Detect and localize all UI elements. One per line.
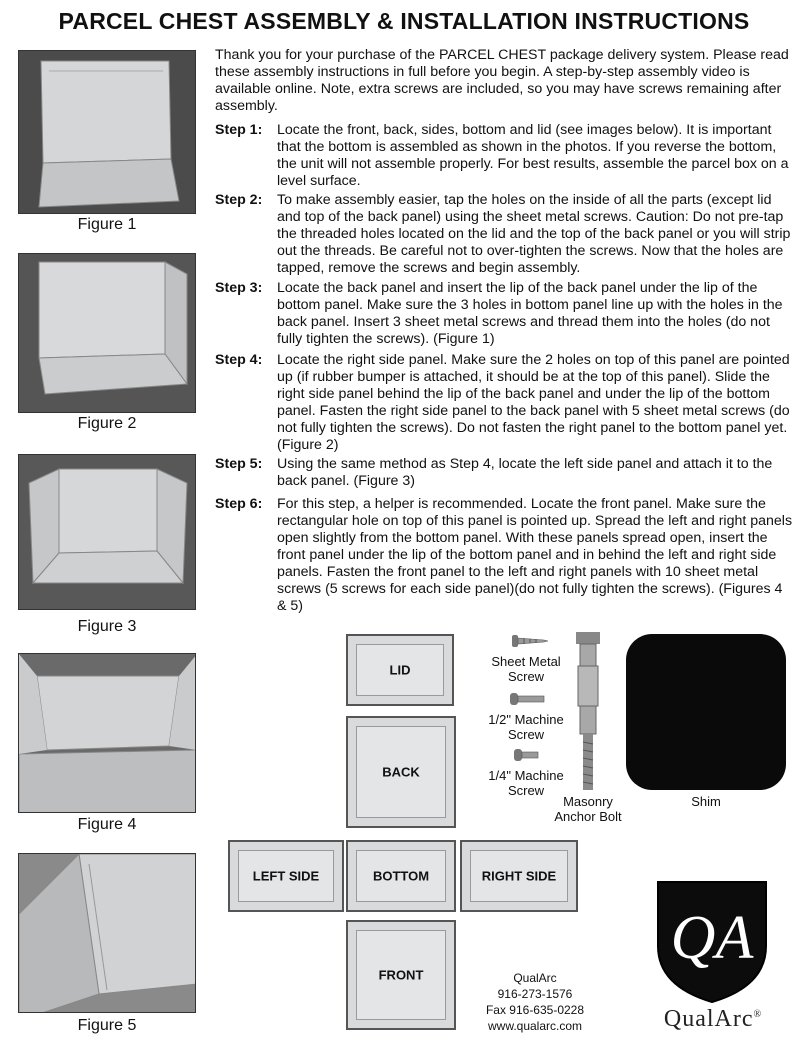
step-text: To make assembly easier, tap the holes on the inside of all the parts (except lid and top of the back panel) using the sheet metal screws. Caution: Do not pre-tap the threaded holes located on the lid and the top of the back panel or you will strip out the threads. Be careful not to over-tighten the screws. Now that the holes are tapped, remove the screws and begin assembly. [277, 192, 791, 276]
step-text: Locate the right side panel. Make sure the 2 holes on top of this panel are pointed up (if rubber bumper is attached, it should be at the top of this panel). Slide the right side panel behind the lip of the back panel and under the lip of the bottom panel. Fasten the right side panel to the back panel with 5 sheet metal screws (do not fully tighten the screws). Do not fasten the right panel to the bottom panel yet. (Figure 2) [277, 352, 790, 453]
step-5 [215, 456, 793, 490]
figure-3-photo [18, 454, 196, 610]
step-label: Step 2: [215, 192, 263, 208]
half-inch-machine-screw-icon [508, 690, 548, 708]
back-label: BACK [382, 764, 420, 780]
fax-number: Fax 916-635-0228 [485, 1003, 585, 1017]
step-text: Locate the back panel and insert the lip of the back panel under the lip of the bottom panel. Make sure the 3 holes in bottom panel line up with the holes in the back panel. Insert 3 sheet metal screws and thread them into the holes (do not fully tighten the screws). (Figure 1) [277, 280, 783, 347]
figure-5-caption: Figure 5 [77, 1017, 137, 1034]
front-label: FRONT [378, 967, 424, 983]
logo-monogram: QA [670, 904, 754, 972]
shield-icon [652, 876, 772, 1006]
left-side-panel [228, 840, 344, 912]
page-title: PARCEL CHEST ASSEMBLY & INSTALLATION INSTRUCTIONS [58, 8, 750, 34]
front-panel [346, 920, 456, 1030]
qualarc-logo [628, 876, 798, 1036]
right-side-panel [460, 840, 578, 912]
masonry-anchor-bolt-label: Masonry Anchor Bolt [554, 794, 622, 824]
bottom-label: BOTTOM [372, 868, 430, 884]
website-link[interactable]: www.qualarc.com [487, 1019, 583, 1033]
step-text: Locate the front, back, sides, bottom and lid (see images below). It is important that the bottom is assembled as shown in the photos. If you reverse the bottom, the unit will not assemble properly. For best results, assemble the parcel box on a level surface. [277, 122, 789, 189]
logo-wordmark: QualArc [663, 1006, 754, 1032]
figure-3-caption: Figure 3 [77, 618, 137, 635]
figure-5-photo [18, 853, 196, 1013]
sheet-metal-screw-label: Sheet Metal Screw [491, 654, 561, 684]
step-3 [215, 280, 793, 348]
step-1 [215, 122, 793, 190]
registered-mark: ® [753, 1009, 763, 1020]
figure-2-photo [18, 253, 196, 413]
step-label: Step 5: [215, 456, 263, 472]
contact-info [470, 970, 600, 1034]
figure-4-photo [18, 653, 196, 813]
company-name: QualArc [513, 971, 557, 985]
step-label: Step 4: [215, 352, 263, 368]
step-6 [215, 496, 793, 615]
quarter-inch-machine-screw-icon [512, 746, 542, 764]
shim-icon [626, 634, 786, 790]
masonry-anchor-bolt-icon [568, 632, 608, 792]
right-side-label: RIGHT SIDE [481, 868, 557, 884]
quarter-inch-machine-screw-label: 1/4" Machine Screw [488, 768, 564, 798]
left-side-label: LEFT SIDE [252, 868, 320, 884]
lid-label: LID [389, 662, 411, 678]
figure-2-caption: Figure 2 [77, 415, 137, 432]
bottom-panel [346, 840, 456, 912]
figure-4-caption: Figure 4 [77, 816, 137, 833]
half-inch-machine-screw-label: 1/2" Machine Screw [488, 712, 564, 742]
lid-panel [346, 634, 454, 706]
step-label: Step 1: [215, 122, 263, 138]
shim-label: Shim [691, 794, 721, 809]
step-2 [215, 192, 793, 277]
intro-paragraph: Thank you for your purchase of the PARCEL CHEST package delivery system. Please read these assembly instructions in full before you begin. A step-by-step assembly video is available online. Note, extra screws are included, so you may have screws remaining after assembly. [215, 47, 789, 114]
back-panel [346, 716, 456, 828]
step-label: Step 6: [215, 496, 263, 512]
step-label: Step 3: [215, 280, 263, 296]
step-4 [215, 352, 793, 454]
figure-1-photo [18, 50, 196, 214]
phone-number: 916-273-1576 [497, 987, 573, 1001]
step-text: For this step, a helper is recommended. Locate the front panel. Make sure the rectangular hole on top of this panel is pointed up. Spread the left and right panels open slightly from the bottom panel. With these panels spread open, insert the front panel under the lip of the bottom panel and in behind the left and right side panels. Fasten the front panel to the left and right panels with 10 sheet metal screws (5 screws for each side panel)(do not fully tighten the screws). (Figures 4 & 5) [277, 496, 793, 614]
step-text: Using the same method as Step 4, locate the left side panel and attach it to the back panel. (Figure 3) [277, 456, 773, 489]
figure-1-caption: Figure 1 [77, 216, 137, 233]
sheet-metal-screw-icon [510, 632, 550, 650]
